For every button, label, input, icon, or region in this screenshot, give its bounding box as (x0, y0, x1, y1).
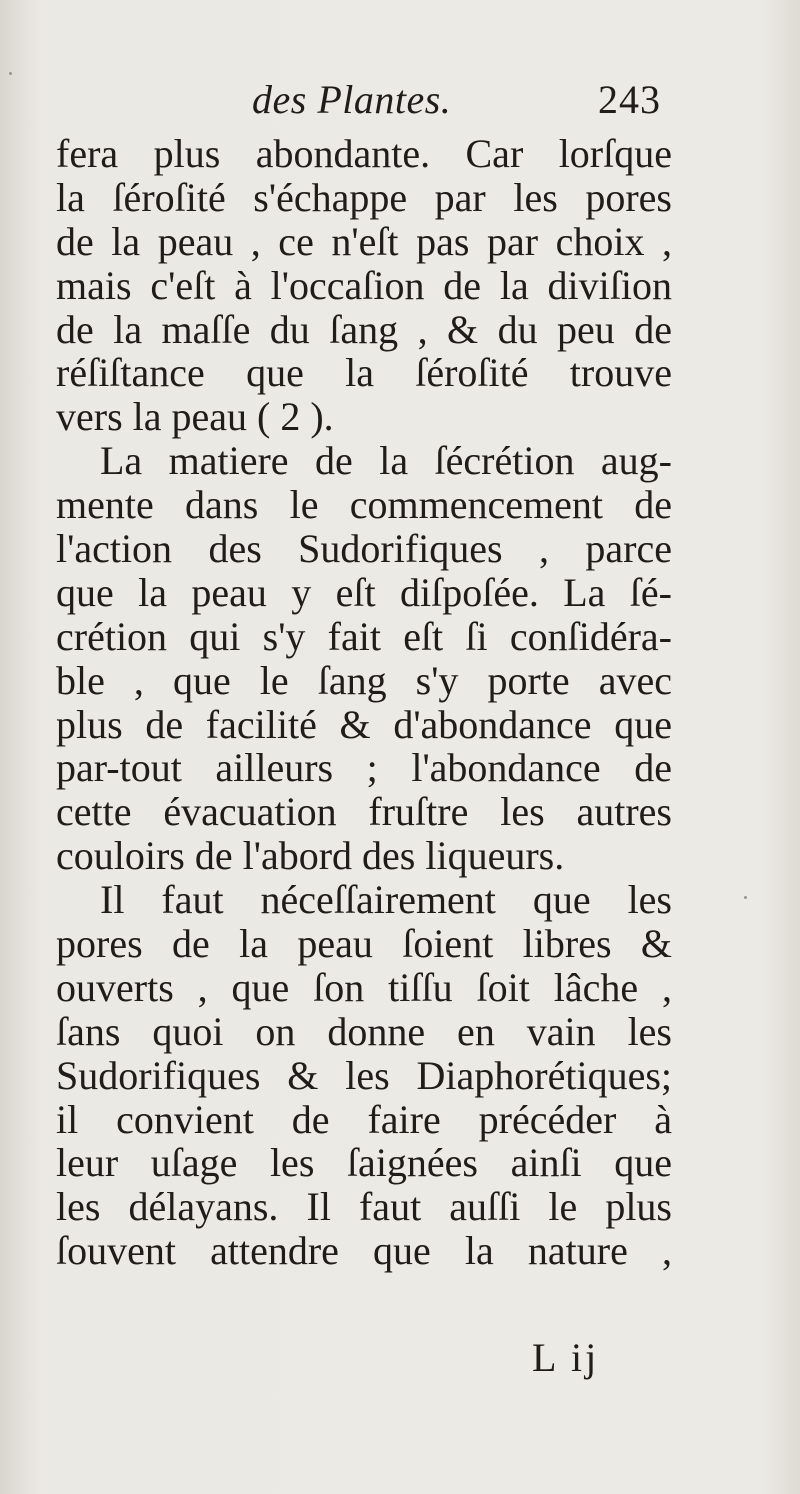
text-line: ſouvent attendre que la nature , (56, 1228, 672, 1274)
text-line: ſans quoi on donne en vain les (56, 1008, 672, 1054)
text-line: les délayans. Il faut auſſi le plus (56, 1184, 672, 1230)
text-line: La matiere de la ſécrétion aug- (100, 438, 672, 484)
text-line: couloirs de l'abord des liqueurs. (56, 833, 565, 879)
text-line: crétion qui s'y fait eſt ſi conſidéra- (56, 613, 672, 659)
text-line: par-tout ailleurs ; l'abondance de (56, 745, 672, 791)
page-header (0, 68, 800, 138)
text-line: ouverts , que ſon tiſſu ſoit lâche , (56, 964, 672, 1010)
text-line: cette évacuation fruſtre les autres (56, 789, 672, 835)
text-line: pores de la peau ſoient libres & (56, 921, 672, 967)
text-line: mente dans le commencement de (56, 482, 672, 528)
paper-speck (744, 896, 747, 899)
text-line: l'action des Sudorifiques , parce (56, 526, 672, 572)
text-line: ble , que le ſang s'y porte avec (56, 657, 672, 703)
text-line: mais c'eſt à l'occaſion de la diviſion (56, 262, 672, 308)
page-number: 243 (598, 77, 661, 122)
running-title: des Plantes. (252, 77, 452, 122)
text-line: leur uſage les ſaignées ainſi que (56, 1140, 672, 1186)
text-line: fera plus abondante. Car lorſque (56, 131, 672, 176)
text-line: de la maſſe du ſang , & du peu de (56, 306, 672, 352)
text-line: la ſéroſité s'échappe par les pores (56, 174, 672, 220)
text-line: Il faut néceſſairement que les (100, 877, 672, 923)
paper-speck (9, 72, 12, 75)
body-text (56, 132, 672, 1273)
text-line: de la peau , ce n'eſt pas par choix , (56, 218, 672, 264)
text-line: il convient de faire précéder à (56, 1096, 672, 1142)
text-line: Sudorifiques & les Diaphorétiques; (56, 1052, 672, 1098)
text-line: que la peau y eſt diſpoſée. La ſé- (56, 569, 672, 615)
text-line: réſiſtance que la ſéroſité trouve (56, 350, 672, 396)
text-line: vers la peau ( 2 ). (56, 394, 334, 440)
signature-mark: L ij (532, 1335, 600, 1380)
text-line: plus de facilité & d'abondance que (56, 701, 672, 747)
